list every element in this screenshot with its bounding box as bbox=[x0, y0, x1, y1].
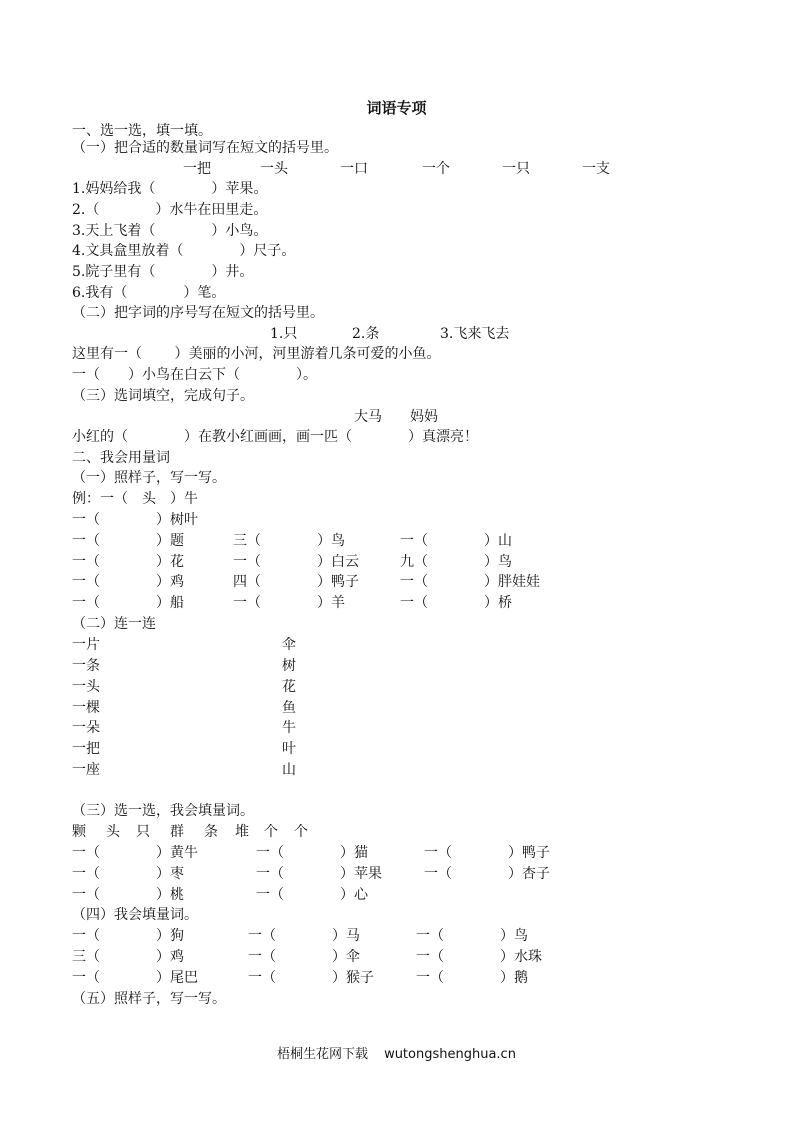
fill-item: 5.院子里有（ ）井。 bbox=[72, 264, 254, 280]
option-word: 头 bbox=[106, 824, 120, 840]
part2-heading: （二）连一连 bbox=[72, 616, 156, 632]
match-right: 伞 bbox=[282, 637, 296, 653]
option-word: 个 bbox=[294, 824, 308, 840]
option-word: 一支 bbox=[582, 161, 610, 177]
part1-heading: （一）照样子，写一写。 bbox=[72, 470, 226, 486]
fill-item: 一（ ）船 bbox=[72, 595, 184, 611]
fill-item: 三（ ）鸡 bbox=[72, 949, 184, 965]
section1-heading: 一、选一选，填一填。 bbox=[72, 123, 212, 139]
fill-item: 一（ ）题 bbox=[72, 533, 184, 549]
option-word: 2.条 bbox=[352, 326, 380, 342]
match-left: 一条 bbox=[72, 658, 100, 674]
fill-item: 6.我有（ ）笔。 bbox=[72, 285, 226, 301]
fill-item: 一（ ）狗 bbox=[72, 928, 184, 944]
fill-item: 一（ ）胖娃娃 bbox=[400, 574, 540, 590]
fill-item: 一（ ）山 bbox=[400, 533, 512, 549]
match-left: 一头 bbox=[72, 679, 100, 695]
fill-item: 1.妈妈给我（ ）苹果。 bbox=[72, 181, 268, 197]
option-word: 一头 bbox=[260, 161, 288, 177]
match-left: 一座 bbox=[72, 762, 100, 778]
part3-heading: （三）选一选，我会填量词。 bbox=[72, 803, 254, 819]
fill-item: 一（ ）小鸟在白云下（ ）。 bbox=[72, 367, 317, 383]
fill-item: 一（ ）猴子 bbox=[248, 970, 374, 986]
option-word: 1.只 bbox=[270, 326, 298, 342]
option-word: 堆 bbox=[235, 824, 249, 840]
fill-item: 一（ ）尾巴 bbox=[72, 970, 198, 986]
part2-heading: （二）把字词的序号写在短文的括号里。 bbox=[72, 305, 324, 321]
part3-heading: （三）选词填空，完成句子。 bbox=[72, 388, 254, 404]
page-title: 词语专项 bbox=[366, 99, 427, 117]
fill-item: 一（ ）鸟 bbox=[416, 928, 528, 944]
option-word: 妈妈 bbox=[410, 409, 438, 425]
fill-item: 一（ ）树叶 bbox=[72, 512, 198, 528]
footer-url[interactable]: wutongshenghua.cn bbox=[384, 1047, 516, 1062]
fill-item: 一（ ）鸭子 bbox=[424, 845, 550, 861]
footer-site-name: 梧桐生花网下载 bbox=[277, 1047, 369, 1062]
fill-item: 小红的（ ）在教小红画画，画一匹（ ）真漂亮！ bbox=[72, 429, 478, 445]
option-word: 一口 bbox=[340, 161, 368, 177]
fill-item: 一（ ）杏子 bbox=[424, 866, 550, 882]
fill-item: 2.（ ）水牛在田里走。 bbox=[72, 202, 268, 218]
fill-item: 一（ ）黄牛 bbox=[72, 845, 198, 861]
option-word: 3.飞来飞去 bbox=[440, 326, 510, 342]
option-word: 一个 bbox=[422, 161, 450, 177]
option-word: 个 bbox=[264, 824, 278, 840]
match-right: 花 bbox=[282, 679, 296, 695]
fill-item: 三（ ）鸟 bbox=[233, 533, 345, 549]
option-word: 条 bbox=[204, 824, 218, 840]
fill-item: 一（ ）桥 bbox=[400, 595, 512, 611]
fill-item: 一（ ）枣 bbox=[72, 866, 184, 882]
fill-item: 一（ ）桃 bbox=[72, 887, 184, 903]
match-left: 一片 bbox=[72, 637, 100, 653]
section2-heading: 二、我会用量词 bbox=[72, 450, 170, 466]
fill-item: 一（ ）花 bbox=[72, 554, 184, 570]
fill-item: 3.天上飞着（ ）小鸟。 bbox=[72, 223, 268, 239]
fill-item: 一（ ）猫 bbox=[256, 845, 368, 861]
match-left: 一棵 bbox=[72, 700, 100, 716]
fill-item: 一（ ）马 bbox=[248, 928, 360, 944]
fill-item: 一（ ）鸡 bbox=[72, 574, 184, 590]
fill-item: 这里有一（ ）美丽的小河，河里游着几条可爱的小鱼。 bbox=[72, 346, 441, 362]
fill-item: 一（ ）水珠 bbox=[416, 949, 542, 965]
fill-item: 一（ ）鹅 bbox=[416, 970, 528, 986]
option-word: 一把 bbox=[183, 161, 211, 177]
fill-item: 4.文具盒里放着（ ）尺子。 bbox=[72, 243, 296, 259]
fill-item: 一（ ）心 bbox=[256, 887, 368, 903]
option-word: 只 bbox=[136, 824, 150, 840]
option-word: 一只 bbox=[502, 161, 530, 177]
fill-item: 四（ ）鸭子 bbox=[233, 574, 359, 590]
page-footer bbox=[0, 1043, 793, 1062]
fill-item: 一（ ）伞 bbox=[248, 949, 360, 965]
match-right: 鱼 bbox=[282, 700, 296, 716]
option-word: 大马 bbox=[354, 409, 382, 425]
part1-heading: （一）把合适的数量词写在短文的括号里。 bbox=[72, 140, 338, 156]
match-right: 树 bbox=[282, 658, 296, 674]
fill-item: 一（ ）羊 bbox=[233, 595, 345, 611]
option-word: 颗 bbox=[72, 824, 86, 840]
fill-item: 一（ ）苹果 bbox=[256, 866, 382, 882]
fill-item: 九（ ）鸟 bbox=[400, 554, 512, 570]
part4-heading: （四）我会填量词。 bbox=[72, 907, 198, 923]
part5-heading: （五）照样子，写一写。 bbox=[72, 991, 226, 1007]
match-left: 一把 bbox=[72, 741, 100, 757]
option-word: 群 bbox=[170, 824, 184, 840]
match-right: 牛 bbox=[282, 720, 296, 736]
match-left: 一朵 bbox=[72, 720, 100, 736]
example-line: 例：一（ 头 ）牛 bbox=[72, 491, 198, 507]
match-right: 山 bbox=[282, 762, 296, 778]
match-right: 叶 bbox=[282, 741, 296, 757]
fill-item: 一（ ）白云 bbox=[233, 554, 359, 570]
